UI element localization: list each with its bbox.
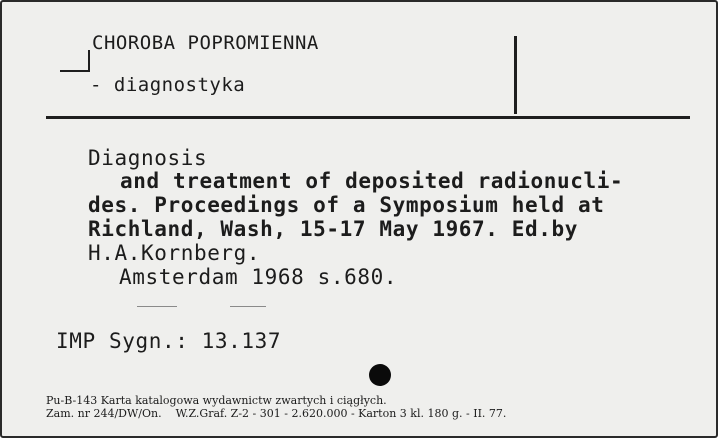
heading-box-bottom-rule: [46, 116, 690, 119]
entry-title-line-1: Diagnosis: [88, 146, 208, 170]
faint-dash-2: [230, 306, 266, 307]
heading-bracket: [88, 50, 90, 72]
heading-underline: [60, 70, 90, 72]
faint-dash-1: [137, 306, 177, 307]
call-number: IMP Sygn.: 13.137: [56, 329, 282, 353]
entry-title-line-4: Richland, Wash, 15-17 May 1967. Ed.by: [88, 217, 578, 241]
subject-heading: CHOROBA POPROMIENNA: [92, 32, 319, 54]
punch-hole: [369, 364, 391, 386]
heading-box-right-rule: [514, 36, 517, 114]
entry-editor-line: H.A.Kornberg.: [88, 241, 261, 265]
entry-imprint-line: Amsterdam 1968 s.680.: [119, 265, 398, 289]
card-form-footer-line-2: Zam. nr 244/DW/On. W.Z.Graf. Z-2 - 301 - 2.620.000 - Karton 3 kl. 180 g. - II. 77.: [46, 407, 507, 420]
subject-subheading: - diagnostyka: [90, 74, 246, 96]
entry-title-line-3: des. Proceedings of a Symposium held at: [88, 193, 605, 217]
card-form-footer-line-1: Pu-B-143 Karta katalogowa wydawnictw zwartych i ciągłych.: [46, 394, 387, 407]
entry-title-line-2: and treatment of deposited radionucli-: [120, 169, 624, 193]
